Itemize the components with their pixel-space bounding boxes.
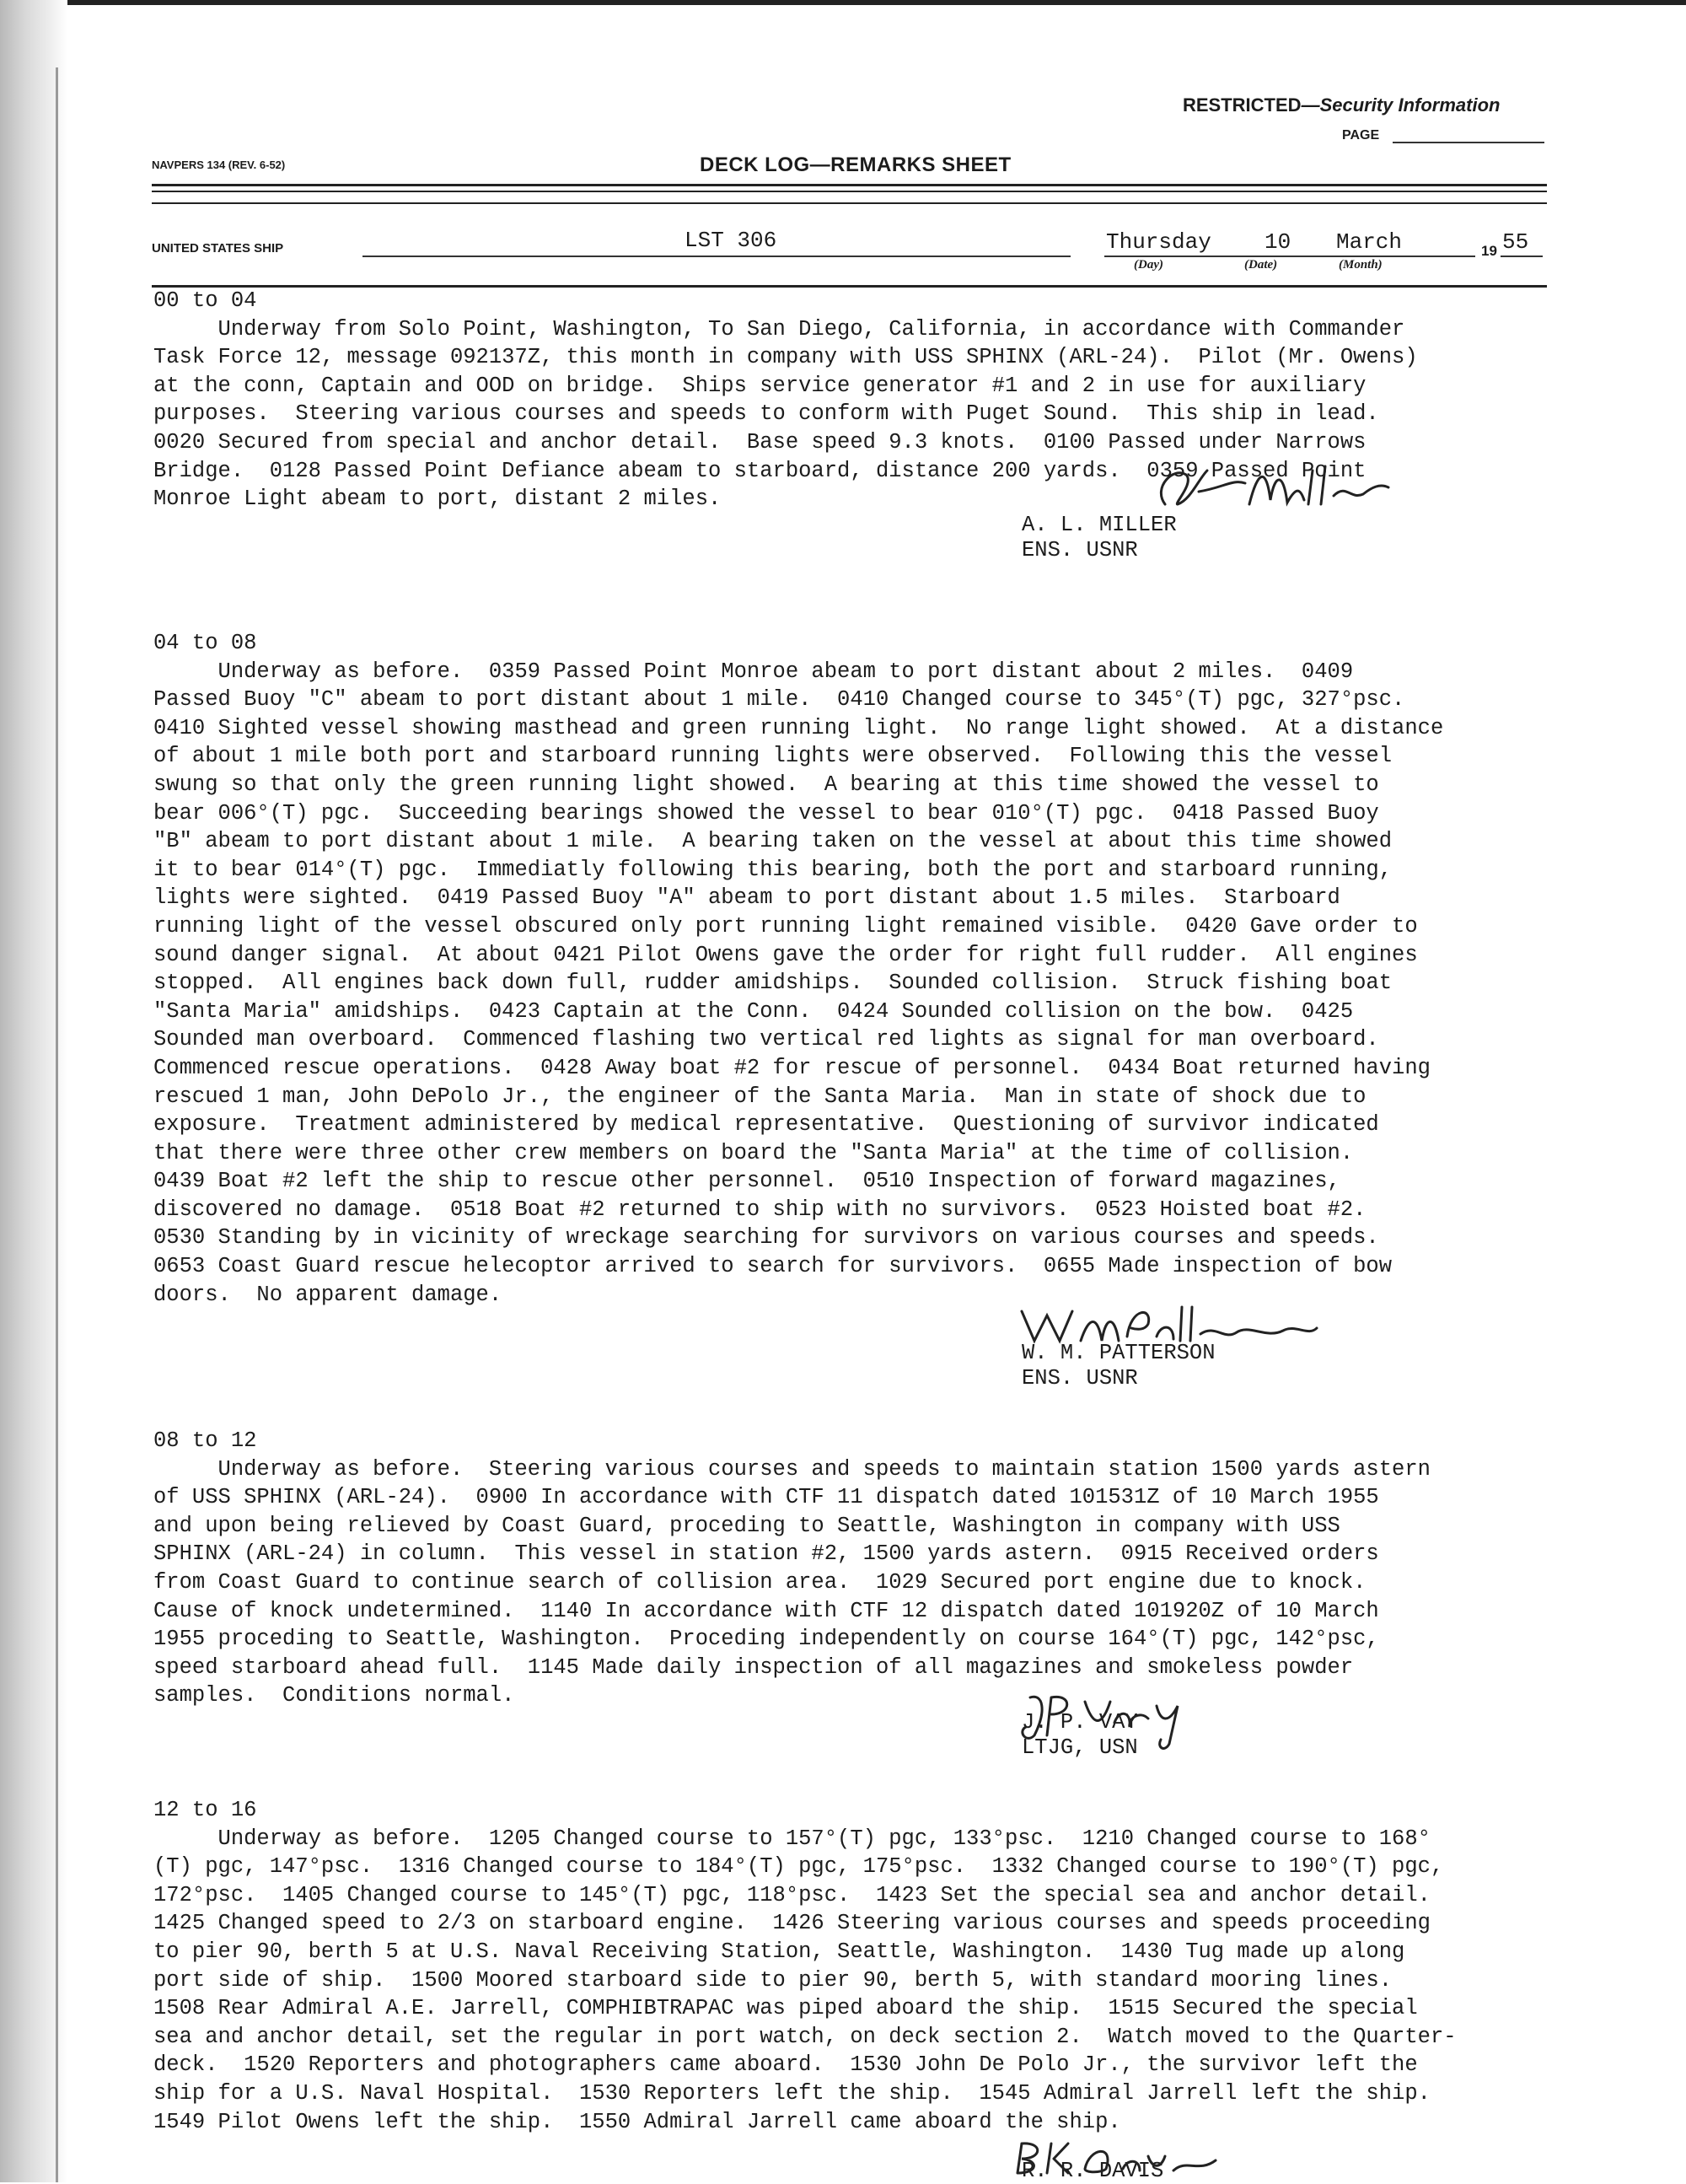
year-blank [1501, 256, 1543, 257]
year-value: 55 [1502, 229, 1529, 255]
watch-entry-04-08 [153, 629, 1587, 1391]
watch-period: 04 to 08 [153, 631, 257, 655]
watch-remarks: Underway as before. Steering various courses and speeds to maintain station 1500 yards astern of USS SPHINX (ARL-24). 0900 In accordance with CTF 11 dispatch dated 101531Z of 10 March 1955 and upon being relieved by Coast Guard, proceding to Seattle, Washington in company with USS SPHINX (ARL-24) in column. This vessel in station #2, 1500 yards astern. 0915 Received orders from Coast Guard to continue search of collision area. 1029 Secured port engine due to knock. Cause of knock undetermined. 1140 In accordance with CTF 12 dispatch dated 101920Z of 10 March 1955 proceding to Seattle, Washington. Proceding independently on course 164°(T) pgc, 142°psc, speed starboard ahead full. 1145 Made daily inspection of all magazines and smokeless powder samples. Conditions normal. [153, 1456, 1431, 1708]
binder-margin-line [56, 67, 58, 2182]
officer-name: A. L. MILLER [1022, 513, 1177, 537]
officer-name: J. P. VAY [1022, 1710, 1138, 1735]
watch-remarks: Underway from Solo Point, Washington, To San Diego, California, in accordance with Commander Task Force 12, message 092137Z, this month in company with USS SPHINX (ARL-24). Pilot (Mr. Owens) at the conn, Captain and OOD on bridge. Ships service generator #1 and 2 in use for auxiliary purposes. Steering various courses and speeds to conform with Puget Sound. This ship in lead. 0020 Secured from special and anchor detail. Base speed 9.3 knots. 0100 Passed under Narrows Bridge. 0128 Passed Point Defiance abeam to starboard, distance 200 yards. 0359 Passed Point Monroe Light abeam to port, distant 2 miles. [153, 316, 1418, 512]
officer-signature-block [1022, 513, 1177, 563]
handwritten-signature [1005, 2135, 1232, 2177]
sheet-title: DECK LOG—REMARKS SHEET [700, 153, 1012, 176]
form-number: NAVPERS 134 (REV. 6-52) [152, 159, 286, 171]
ship-label: UNITED STATES SHIP [152, 241, 284, 256]
date-value: 10 [1264, 229, 1291, 255]
date-caption: (Date) [1244, 258, 1278, 272]
handwritten-signature [1013, 1685, 1232, 1752]
officer-rank: LTJG, USN [1022, 1735, 1138, 1760]
watch-remarks: Underway as before. 1205 Changed course to 157°(T) pgc, 133°psc. 1210 Changed course to 168° (T) pgc, 147°psc. 1316 Changed course to 184°(T) pgc, 175°psc. 1332 Changed course to 190°(T) pgc, 172°psc. 1405 Changed course to 145°(T) pgc, 118°psc. 1423 Set the special sea and anchor detail. 1425 Changed speed to 2/3 on starboard engine. 1426 Steering various courses and speeds proceeding to pier 90, berth 5 at U.S. Naval Receiving Station, Seattle, Washington. 1430 Tug made up along port side of ship. 1500 Moored starboard side to pier 90, berth 5, with standard mooring lines. 1508 Rear Admiral A.E. Jarrell, COMPHIBTRAPAC was piped aboard the ship. 1515 Secured the special sea and anchor detail, set the regular in port watch, on deck section 2. Watch moved to the Quarter- deck. 1520 Reporters and photographers came aboard. 1530 John De Polo Jr., the survivor left the ship for a U.S. Naval Hospital. 1530 Reporters left the ship. 1545 Admiral Jarrell left the ship. 1549 Pilot Owens left the ship. 1550 Admiral Jarrell came aboard the ship. [153, 1826, 1457, 2134]
handwritten-signature [1013, 1299, 1325, 1349]
officer-signature-block [1022, 1341, 1216, 1391]
officer-signature-block [1022, 2159, 1163, 2184]
year-prefix: 19 [1481, 243, 1497, 259]
day-caption: (Day) [1134, 258, 1163, 272]
month-value: March [1336, 229, 1403, 255]
header-rule [152, 191, 1547, 192]
classification-suffix: —Security Information [1301, 94, 1501, 116]
classification-text: RESTRICTED [1183, 94, 1302, 116]
page-number-blank [1393, 142, 1544, 143]
month-caption: (Month) [1339, 258, 1383, 272]
officer-rank: ENS. USNR [1022, 1366, 1138, 1391]
officer-signature-block [1022, 1710, 1138, 1761]
officer-name: W. M. PATTERSON [1022, 1341, 1216, 1365]
ship-name-blank [362, 256, 1071, 257]
watch-period: 08 to 12 [153, 1428, 257, 1453]
watch-entry-00-04 [153, 287, 1587, 562]
date-blank [1104, 256, 1475, 257]
page-top-border [0, 0, 1686, 5]
header-rule [152, 202, 1547, 204]
watch-entry-08-12 [153, 1427, 1587, 1760]
watch-period: 00 to 04 [153, 288, 257, 313]
officer-rank: ENS. USNR [1022, 538, 1138, 562]
ship-name: LST 306 [685, 228, 777, 253]
classification-marking [1183, 94, 1500, 116]
page-label: PAGE [1342, 128, 1380, 143]
officer-name: R. R. DAVIS [1022, 2159, 1164, 2183]
day-value: Thursday [1106, 229, 1211, 255]
watch-entry-12-16 [153, 1796, 1587, 2183]
handwritten-signature [1148, 454, 1393, 521]
header-rule [152, 184, 1547, 186]
watch-remarks: Underway as before. 0359 Passed Point Monroe abeam to port distant about 2 miles. 0409 Passed Buoy "C" abeam to port distant about 1 mile. 0410 Changed course to 345°(T) pgc, 327°psc. 0410 Sighted vessel showing masthead and green running light. No range light showed. At a distance of about 1 mile both port and starboard running lights were observed. Following this the vessel swung so that only the green running light showed. A bearing at this time showed the vessel to bear 006°(T) pgc. Succeeding bearings showed the vessel to bear 010°(T) pgc. 0418 Passed Buoy "B" abeam to port distant about 1 mile. A bearing taken on the vessel at about this time showed it to bear 014°(T) pgc. Immediatly following this bearing, both the port and starboard running, lights were sighted. 0419 Passed Buoy "A" abeam to port distant about 1.5 miles. Starboard running light of the vessel obscured only port running light remained visible. 0420 Gave order to sound danger signal. At about 0421 Pilot Owens gave the order for right full rudder. All engines stopped. All engines back down full, rudder amidships. Sounded collision. Struck fishing boat "Santa Maria" amidships. 0423 Captain at the Conn. 0424 Sounded collision on the bow. 0425 Sounded man overboard. Commenced flashing two vertical red lights as signal for man overboard. Commenced rescue operations. 0428 Away boat #2 for rescue of personnel. 0434 Boat returned having rescued 1 man, John DePolo Jr., the engineer of the Santa Maria. Man in state of shock due to exposure. Treatment administered by medical representative. Questioning of survivor indicated that there were three other crew members on board the "Santa Maria" at the time of collision. 0439 Boat #2 left the ship to rescue other personnel. 0510 Inspection of forward magazines, discovered no damage. 0518 Boat #2 returned to ship with no survivors. 0523 Hoisted boat #2. 0530 Standing by in vicinity of wreckage searching for survivors on various courses and speeds. 0653 Coast Guard rescue helecoptor arrived to search for survivors. 0655 Made inspection of bow doors. No apparent damage. [153, 659, 1444, 1307]
watch-period: 12 to 16 [153, 1798, 257, 1822]
